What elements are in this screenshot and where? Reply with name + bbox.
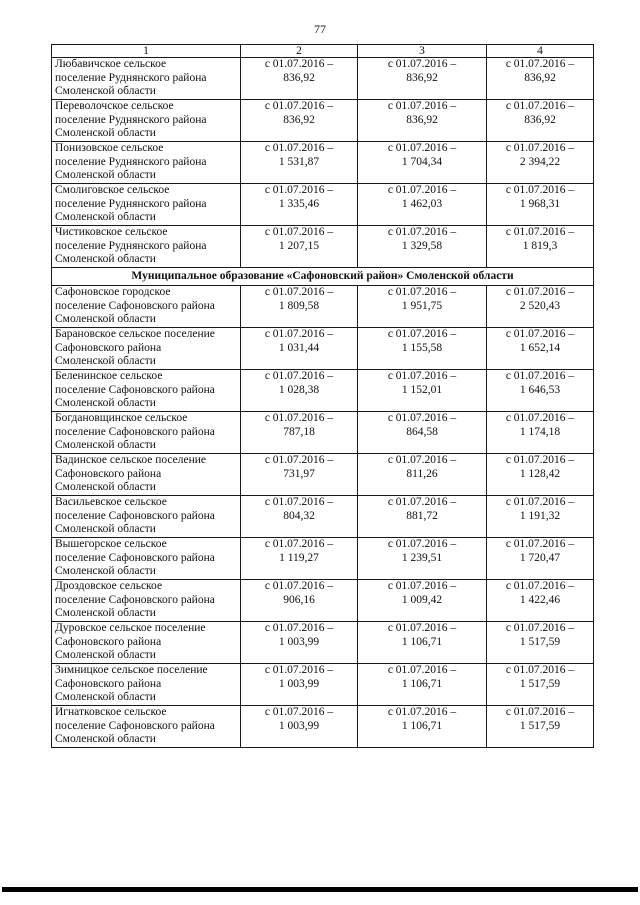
tariff-value: 1 720,47 — [519, 551, 561, 564]
tariff-cell-c4 — [487, 142, 594, 184]
tariff-date: с 01.07.2016 – — [505, 706, 575, 718]
tariff-cell-c3 — [358, 706, 487, 748]
tariff-date: с 01.07.2016 – — [505, 454, 575, 466]
tariff-date: с 01.07.2016 – — [264, 370, 334, 382]
tariff-cell-c2 — [241, 286, 358, 328]
table-row — [52, 100, 594, 142]
table-row — [52, 412, 594, 454]
tariff-value: 1 239,51 — [401, 551, 443, 564]
tariff-cell-c2 — [241, 706, 358, 748]
tariff-date: с 01.07.2016 – — [505, 286, 575, 298]
tariff-cell-c3 — [358, 622, 487, 664]
tariff-date: с 01.07.2016 – — [264, 454, 334, 466]
tariff-date: с 01.07.2016 – — [387, 412, 457, 424]
tariff-date: с 01.07.2016 – — [505, 580, 575, 592]
settlement-name-line: поселение Сафоновского района — [55, 425, 215, 438]
tariff-value: 864,58 — [406, 425, 438, 438]
tariff-value: 1 106,71 — [401, 719, 443, 732]
tariff-cell-c4 — [487, 58, 594, 100]
tariff-value: 2 394,22 — [519, 155, 561, 168]
section-title: Муниципальное образование «Сафоновский район» Смоленской области — [52, 268, 594, 286]
tariff-date: с 01.07.2016 – — [505, 142, 575, 154]
tariff-cell-c2 — [241, 622, 358, 664]
settlement-name-line: поселение Руднянского района — [55, 197, 207, 210]
tariff-value: 906,16 — [283, 593, 315, 606]
tariff-cell-c3 — [358, 100, 487, 142]
tariff-cell-c3 — [358, 226, 487, 268]
tariff-value: 1 031,44 — [278, 341, 320, 354]
settlement-name-line: Вадинское сельское поселение — [55, 454, 207, 466]
tariff-cell-c4 — [487, 706, 594, 748]
column-header: 2 — [241, 45, 358, 58]
tariff-cell-c4 — [487, 100, 594, 142]
tariff-date: с 01.07.2016 – — [264, 184, 334, 196]
settlement-name-line: поселение Сафоновского района — [55, 593, 215, 606]
table-header-row — [52, 45, 594, 58]
table-row — [52, 664, 594, 706]
settlement-name-cell — [52, 100, 241, 142]
settlement-name-line: Смоленской области — [55, 397, 156, 409]
tariff-date: с 01.07.2016 – — [264, 664, 334, 676]
settlement-name-line: Смоленской области — [55, 85, 156, 97]
tariff-cell-c3 — [358, 328, 487, 370]
tariff-date: с 01.07.2016 – — [264, 286, 334, 298]
tariff-value: 1 462,03 — [401, 197, 443, 210]
tariff-value: 1 106,71 — [401, 677, 443, 690]
settlement-name-line: Смоленской области — [55, 481, 156, 493]
tariff-value: 1 422,46 — [519, 593, 561, 606]
table-row — [52, 58, 594, 100]
settlement-name-cell — [52, 706, 241, 748]
settlement-name-line: поселение Руднянского района — [55, 239, 207, 252]
settlement-name-cell — [52, 184, 241, 226]
tariff-date: с 01.07.2016 – — [387, 580, 457, 592]
settlement-name-line: поселение Сафоновского района — [55, 719, 215, 732]
settlement-name-line: поселение Сафоновского района — [55, 383, 215, 396]
table-row — [52, 184, 594, 226]
settlement-name-line: Зимницкое сельское поселение — [55, 664, 208, 676]
settlement-name-cell — [52, 370, 241, 412]
column-header: 1 — [52, 45, 241, 58]
tariff-date: с 01.07.2016 – — [505, 370, 575, 382]
tariff-value: 1 652,14 — [519, 341, 561, 354]
tariff-value: 1 028,38 — [278, 383, 320, 396]
settlement-name-line: Богдановщинское сельское — [55, 412, 188, 424]
table-row — [52, 622, 594, 664]
tariff-date: с 01.07.2016 – — [387, 622, 457, 634]
settlement-name-line: Чистиковское сельское — [55, 226, 168, 238]
tariff-value: 1 191,32 — [519, 509, 561, 522]
tariff-date: с 01.07.2016 – — [387, 370, 457, 382]
tariff-value: 1 517,59 — [519, 719, 561, 732]
tariff-date: с 01.07.2016 – — [264, 706, 334, 718]
settlement-name-line: Понизовское сельское — [55, 142, 164, 154]
table-row — [52, 706, 594, 748]
tariff-cell-c2 — [241, 496, 358, 538]
tariff-date: с 01.07.2016 – — [505, 622, 575, 634]
settlement-name-line: поселение Сафоновского района — [55, 509, 215, 522]
tariff-value: 804,32 — [283, 509, 315, 522]
bottom-rule — [2, 887, 638, 892]
tariff-cell-c2 — [241, 142, 358, 184]
tariff-date: с 01.07.2016 – — [387, 58, 457, 70]
tariff-cell-c4 — [487, 454, 594, 496]
settlement-name-line: Смоленской области — [55, 649, 156, 661]
settlement-name-line: Вышегорское сельское — [55, 538, 167, 550]
settlement-name-line: Смоленской области — [55, 691, 156, 703]
settlement-name-line: Смоленской области — [55, 607, 156, 619]
tariff-date: с 01.07.2016 – — [505, 328, 575, 340]
tariff-date: с 01.07.2016 – — [387, 328, 457, 340]
column-header: 4 — [487, 45, 594, 58]
tariff-cell-c3 — [358, 454, 487, 496]
tariff-value: 1 207,15 — [278, 239, 320, 252]
tariff-value: 1 155,58 — [401, 341, 443, 354]
settlement-name-line: Васильевское сельское — [55, 496, 167, 508]
settlement-name-line: Сафоновское городское — [55, 286, 171, 298]
table-row — [52, 538, 594, 580]
tariff-cell-c2 — [241, 184, 358, 226]
tariff-cell-c4 — [487, 538, 594, 580]
settlement-name-line: Сафоновского района — [55, 467, 162, 480]
tariff-value: 1 009,42 — [401, 593, 443, 606]
tariff-value: 1 003,99 — [278, 719, 320, 732]
tariff-date: с 01.07.2016 – — [505, 538, 575, 550]
tariff-value: 1 329,58 — [401, 239, 443, 252]
settlement-name-line: Дуровское сельское поселение — [55, 622, 206, 634]
tariff-date: с 01.07.2016 – — [264, 580, 334, 592]
tariff-cell-c3 — [358, 286, 487, 328]
settlement-name-line: поселение Руднянского района — [55, 155, 207, 168]
tariff-value: 2 520,43 — [519, 299, 561, 312]
tariff-cell-c4 — [487, 496, 594, 538]
settlement-name-cell — [52, 58, 241, 100]
tariff-cell-c3 — [358, 58, 487, 100]
settlement-name-cell — [52, 664, 241, 706]
tariff-value: 1 517,59 — [519, 677, 561, 690]
tariff-value: 1 128,42 — [519, 467, 561, 480]
settlement-name-cell — [52, 496, 241, 538]
tariff-value: 1 003,99 — [278, 677, 320, 690]
tariff-date: с 01.07.2016 – — [264, 622, 334, 634]
tariff-cell-c2 — [241, 412, 358, 454]
settlement-name-cell — [52, 412, 241, 454]
tariff-date: с 01.07.2016 – — [387, 184, 457, 196]
tariff-value: 1 809,58 — [278, 299, 320, 312]
tariff-date: с 01.07.2016 – — [387, 226, 457, 238]
settlement-name-line: поселение Сафоновского района — [55, 299, 215, 312]
tariff-cell-c3 — [358, 412, 487, 454]
settlement-name-line: Смоленской области — [55, 253, 156, 265]
settlement-name-line: Смоленской области — [55, 523, 156, 535]
tariff-value: 1 517,59 — [519, 635, 561, 648]
settlement-name-line: Игнатковское сельское — [55, 706, 167, 718]
settlement-name-line: поселение Руднянского района — [55, 113, 207, 126]
settlement-name-line: Любавичское сельское — [55, 58, 167, 70]
tariff-value: 836,92 — [406, 71, 438, 84]
tariff-cell-c4 — [487, 664, 594, 706]
tariff-date: с 01.07.2016 – — [387, 100, 457, 112]
tariff-date: с 01.07.2016 – — [264, 538, 334, 550]
tariff-date: с 01.07.2016 – — [387, 286, 457, 298]
settlement-name-line: Смоленской области — [55, 169, 156, 181]
tariff-value: 811,26 — [406, 467, 438, 480]
tariff-cell-c2 — [241, 370, 358, 412]
tariff-date: с 01.07.2016 – — [387, 664, 457, 676]
table-row — [52, 226, 594, 268]
settlement-name-line: Смоленской области — [55, 211, 156, 223]
table-row — [52, 370, 594, 412]
table-row — [52, 286, 594, 328]
tariff-value: 1 174,18 — [519, 425, 561, 438]
tariff-cell-c2 — [241, 454, 358, 496]
tariff-value: 881,72 — [406, 509, 438, 522]
tariff-date: с 01.07.2016 – — [264, 226, 334, 238]
tariff-cell-c4 — [487, 622, 594, 664]
tariff-date: с 01.07.2016 – — [264, 142, 334, 154]
tariff-cell-c3 — [358, 496, 487, 538]
settlement-name-line: Смоленской области — [55, 127, 156, 139]
tariff-date: с 01.07.2016 – — [505, 58, 575, 70]
column-header: 3 — [358, 45, 487, 58]
settlement-name-line: Смоленской области — [55, 313, 156, 325]
tariff-cell-c4 — [487, 184, 594, 226]
tariff-cell-c2 — [241, 328, 358, 370]
tariff-date: с 01.07.2016 – — [505, 412, 575, 424]
settlement-name-cell — [52, 538, 241, 580]
tariff-value: 1 152,01 — [401, 383, 443, 396]
table-row — [52, 142, 594, 184]
tariff-date: с 01.07.2016 – — [505, 226, 575, 238]
tariff-value: 1 951,75 — [401, 299, 443, 312]
tariff-date: с 01.07.2016 – — [264, 328, 334, 340]
settlement-name-line: Смолиговское сельское — [55, 184, 170, 196]
settlement-name-cell — [52, 286, 241, 328]
settlement-name-cell — [52, 580, 241, 622]
tariff-cell-c4 — [487, 370, 594, 412]
tariff-value: 1 531,87 — [278, 155, 320, 168]
tariff-cell-c2 — [241, 226, 358, 268]
table-row — [52, 328, 594, 370]
table-row — [52, 454, 594, 496]
tariff-cell-c3 — [358, 184, 487, 226]
tariff-value: 1 704,34 — [401, 155, 443, 168]
tariff-value: 836,92 — [524, 71, 556, 84]
settlement-name-line: Сафоновского района — [55, 677, 162, 690]
settlement-name-line: Сафоновского района — [55, 341, 162, 354]
tariff-date: с 01.07.2016 – — [505, 496, 575, 508]
settlement-name-line: Барановское сельское поселение — [55, 328, 215, 340]
settlement-name-line: Беленинское сельское — [55, 370, 163, 382]
tariff-value: 1 106,71 — [401, 635, 443, 648]
tariff-date: с 01.07.2016 – — [387, 454, 457, 466]
tariff-value: 836,92 — [524, 113, 556, 126]
tariff-date: с 01.07.2016 – — [505, 184, 575, 196]
tariff-date: с 01.07.2016 – — [505, 100, 575, 112]
tariff-cell-c4 — [487, 226, 594, 268]
settlement-name-line: Смоленской области — [55, 355, 156, 367]
tariff-value: 836,92 — [283, 113, 315, 126]
tariff-value: 787,18 — [283, 425, 315, 438]
tariff-cell-c2 — [241, 58, 358, 100]
tariff-cell-c4 — [487, 286, 594, 328]
tariff-date: с 01.07.2016 – — [264, 496, 334, 508]
settlement-name-line: Смоленской области — [55, 733, 156, 745]
table-row — [52, 580, 594, 622]
tariff-value: 836,92 — [406, 113, 438, 126]
settlement-name-line: Переволочское сельское — [55, 100, 174, 112]
tariff-cell-c3 — [358, 142, 487, 184]
tariff-cell-c3 — [358, 664, 487, 706]
settlement-name-cell — [52, 454, 241, 496]
tariff-cell-c4 — [487, 328, 594, 370]
settlement-name-cell — [52, 622, 241, 664]
tariff-cell-c2 — [241, 664, 358, 706]
settlement-name-cell — [52, 328, 241, 370]
tariff-date: с 01.07.2016 – — [505, 664, 575, 676]
tariff-date: с 01.07.2016 – — [387, 538, 457, 550]
tariff-date: с 01.07.2016 – — [264, 100, 334, 112]
settlement-name-line: Смоленской области — [55, 439, 156, 451]
page-number: 77 — [314, 22, 326, 36]
tariff-value: 836,92 — [283, 71, 315, 84]
tariff-cell-c3 — [358, 580, 487, 622]
settlement-name-line: Дроздовское сельское — [55, 580, 163, 592]
table-row — [52, 496, 594, 538]
tariff-cell-c4 — [487, 412, 594, 454]
tariff-value: 1 003,99 — [278, 635, 320, 648]
tariff-value: 1 968,31 — [519, 197, 561, 210]
tariff-value: 1 335,46 — [278, 197, 320, 210]
tariff-cell-c2 — [241, 580, 358, 622]
tariff-value: 1 819,3 — [522, 239, 558, 252]
settlement-name-line: Сафоновского района — [55, 635, 162, 648]
tariff-cell-c2 — [241, 538, 358, 580]
tariff-value: 1 119,27 — [279, 551, 319, 564]
tariff-cell-c2 — [241, 100, 358, 142]
settlement-name-cell — [52, 226, 241, 268]
tariff-cell-c3 — [358, 538, 487, 580]
tariff-table — [51, 44, 594, 748]
tariff-value: 1 646,53 — [519, 383, 561, 396]
settlement-name-line: Смоленской области — [55, 565, 156, 577]
tariff-cell-c4 — [487, 580, 594, 622]
tariff-date: с 01.07.2016 – — [387, 142, 457, 154]
section-header-row — [52, 268, 594, 286]
settlement-name-line: поселение Сафоновского района — [55, 551, 215, 564]
tariff-date: с 01.07.2016 – — [387, 496, 457, 508]
tariff-value: 731,97 — [283, 467, 315, 480]
tariff-date: с 01.07.2016 – — [264, 412, 334, 424]
settlement-name-line: поселение Руднянского района — [55, 71, 207, 84]
tariff-date: с 01.07.2016 – — [387, 706, 457, 718]
tariff-date: с 01.07.2016 – — [264, 58, 334, 70]
table-body — [52, 58, 594, 748]
tariff-cell-c3 — [358, 370, 487, 412]
settlement-name-cell — [52, 142, 241, 184]
